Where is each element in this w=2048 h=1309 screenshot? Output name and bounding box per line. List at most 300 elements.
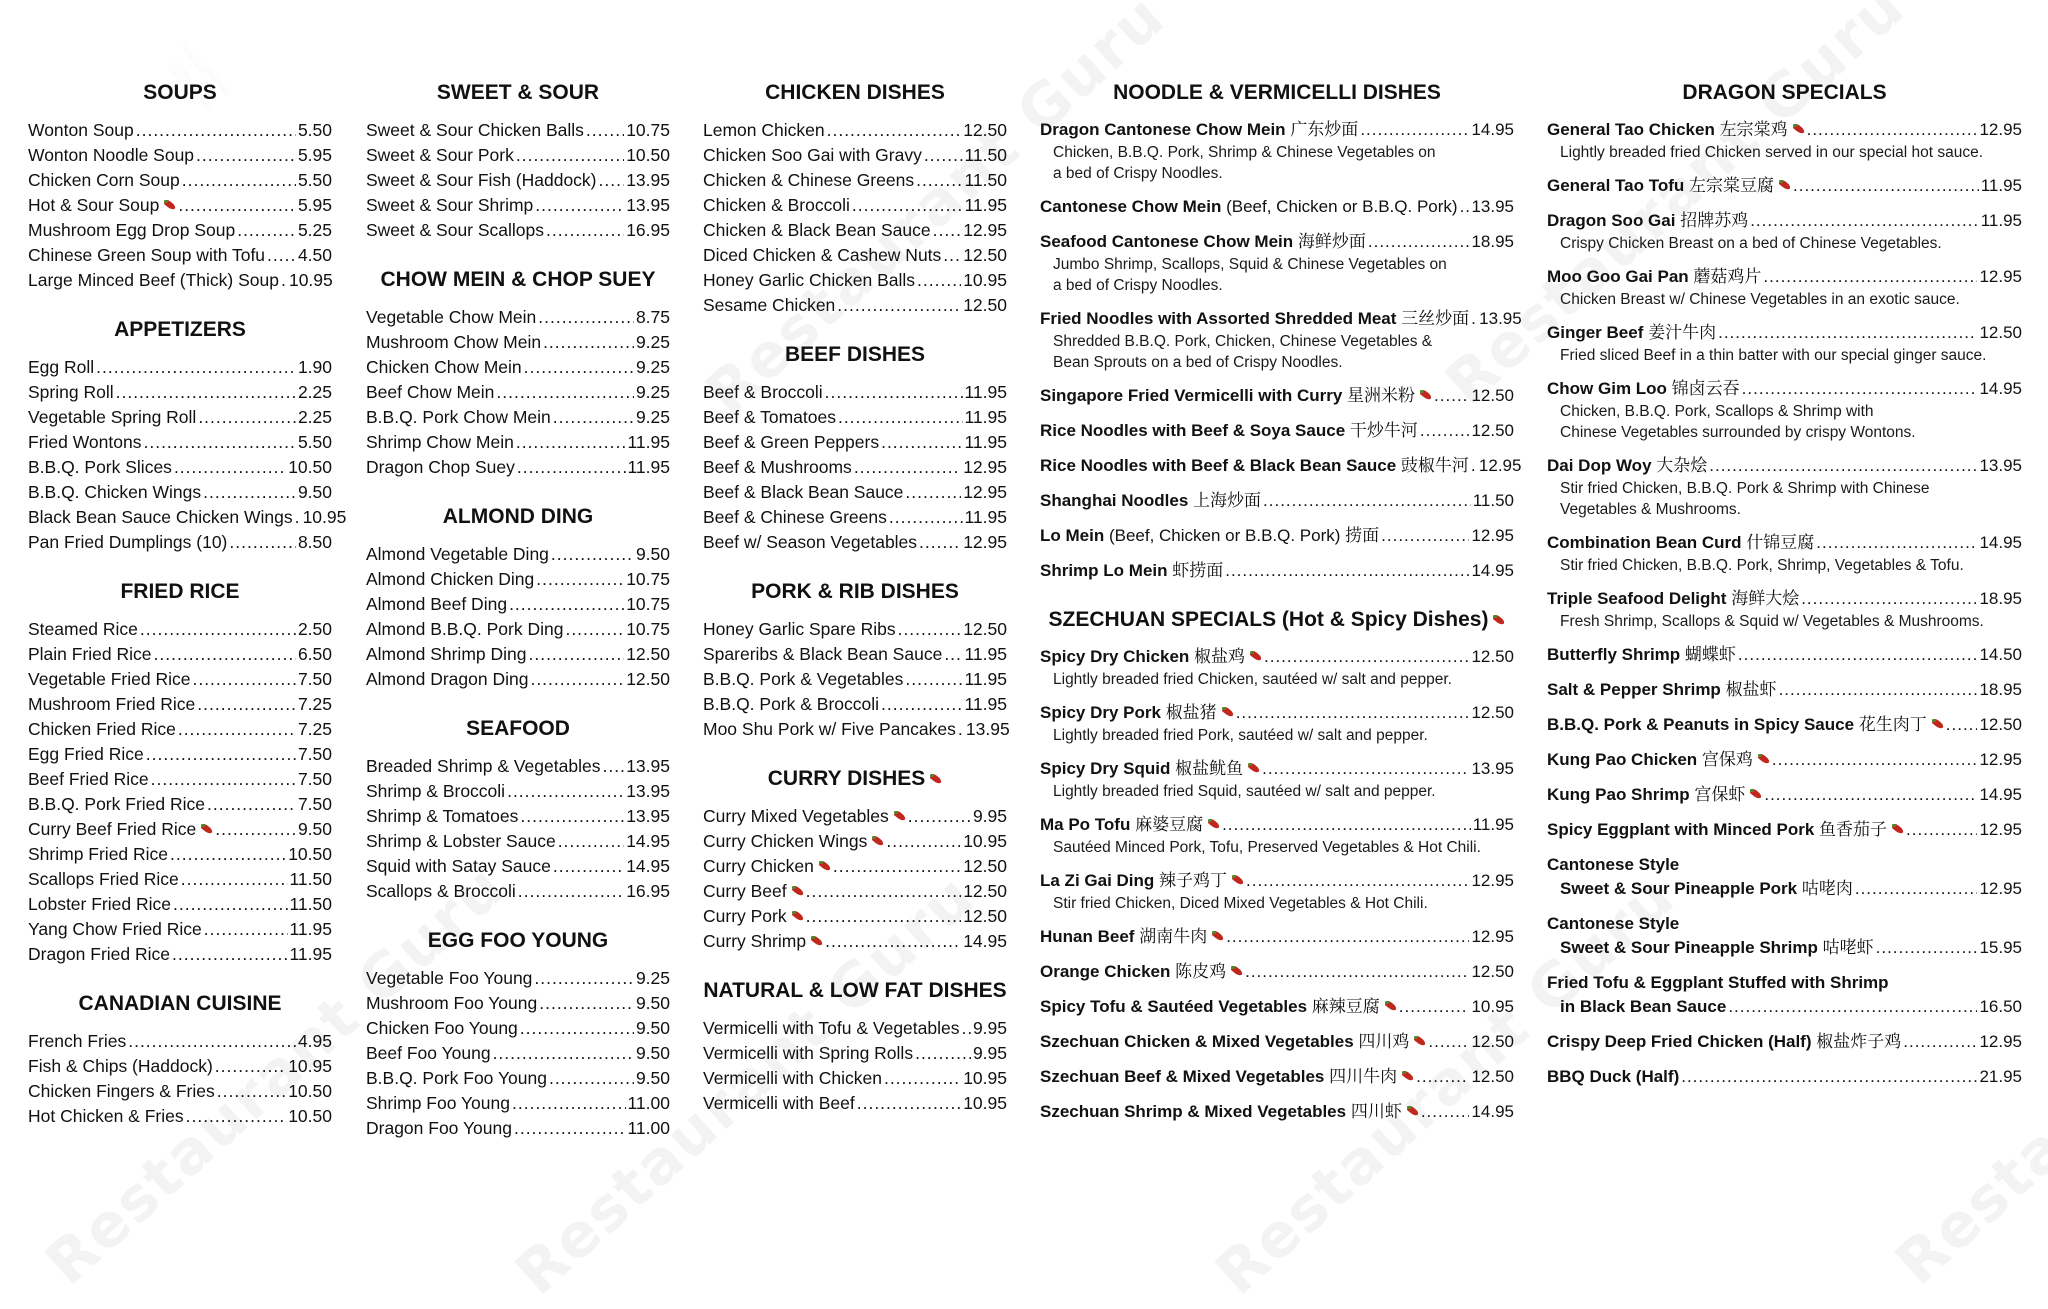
menu-item-title: Spicy Tofu & Sautéed Vegetables bbox=[1040, 997, 1308, 1016]
menu-item-row bbox=[1547, 748, 2022, 772]
menu-item bbox=[703, 1066, 1007, 1091]
menu-column-1 bbox=[28, 78, 347, 1129]
section-title: SWEET & SOUR bbox=[436, 81, 600, 104]
menu-item-row bbox=[703, 854, 1007, 879]
menu-item-title: Hot & Sour Soup bbox=[28, 195, 160, 215]
menu-item-chinese-name: 豉椒牛河 bbox=[1400, 456, 1469, 475]
menu-item-row bbox=[28, 193, 332, 218]
menu-item-title: Sweet & Sour Pineapple Pork bbox=[1560, 879, 1798, 898]
menu-item-name bbox=[28, 355, 94, 380]
menu-item bbox=[28, 642, 332, 667]
menu-item-price: 11.00 bbox=[627, 1118, 670, 1138]
menu-item-name bbox=[366, 143, 514, 168]
menu-item-price: 11.50 bbox=[289, 869, 332, 889]
menu-item-title: Shrimp Foo Young bbox=[366, 1093, 510, 1113]
menu-item-description: Bean Sprouts on a bed of Crispy Noodles. bbox=[1053, 354, 1343, 371]
menu-item-price: 14.95 bbox=[963, 931, 1007, 951]
menu-item-price: 12.50 bbox=[1471, 703, 1514, 722]
menu-item-row bbox=[703, 268, 1007, 293]
menu-item-name bbox=[366, 218, 544, 243]
menu-item-title: Dragon Fried Rice bbox=[28, 944, 170, 964]
menu-item-price: 14.95 bbox=[1979, 379, 2022, 398]
menu-item-title: Almond Chicken Ding bbox=[366, 569, 535, 589]
menu-item-name bbox=[1040, 195, 1458, 219]
menu-item-title: Hunan Beef bbox=[1040, 927, 1135, 946]
menu-item-row bbox=[1547, 377, 2022, 401]
menu-item bbox=[366, 355, 670, 380]
menu-item-row bbox=[366, 1016, 670, 1041]
menu-item-price: 13.95 bbox=[1471, 197, 1514, 216]
menu-item bbox=[1547, 818, 2022, 842]
menu-item-row bbox=[1040, 489, 1514, 513]
menu-item bbox=[703, 143, 1007, 168]
menu-item-name bbox=[28, 430, 141, 455]
menu-item-title: Lo Mein bbox=[1040, 526, 1105, 545]
menu-item-name bbox=[1547, 118, 1805, 142]
menu-item-chinese-name: 咕咾肉 bbox=[1801, 879, 1853, 898]
menu-item-price: 12.50 bbox=[1979, 715, 2022, 734]
menu-item-name bbox=[1040, 118, 1358, 142]
menu-item-description: Lightly breaded fried Chicken, sautéed w/ salt and pepper. bbox=[1053, 671, 1452, 688]
menu-item-price: 4.95 bbox=[297, 1031, 332, 1051]
menu-item bbox=[1547, 748, 2022, 772]
menu-item-row bbox=[1040, 1100, 1514, 1124]
leader-dots bbox=[958, 717, 964, 742]
menu-item-title: Sesame Chicken bbox=[703, 295, 836, 315]
menu-item-price: 2.25 bbox=[297, 382, 332, 402]
menu-item-name bbox=[703, 118, 825, 143]
menu-item-price: 11.95 bbox=[964, 407, 1007, 427]
menu-item-name bbox=[28, 642, 152, 667]
menu-item-price: 10.95 bbox=[288, 270, 333, 290]
menu-item-name bbox=[28, 1104, 184, 1129]
menu-item-name bbox=[1040, 645, 1262, 669]
menu-item-price: 14.95 bbox=[626, 831, 670, 851]
leader-dots bbox=[1738, 643, 1978, 667]
menu-item-row bbox=[366, 542, 670, 567]
menu-item-row bbox=[28, 118, 332, 143]
chili-pepper-icon bbox=[1757, 753, 1770, 766]
leader-dots bbox=[553, 405, 634, 430]
menu-item-name bbox=[366, 405, 551, 430]
menu-item-price: 12.50 bbox=[963, 120, 1007, 140]
menu-item-row bbox=[703, 480, 1007, 505]
leader-dots bbox=[1772, 748, 1978, 772]
leader-dots bbox=[178, 717, 296, 742]
menu-item-row bbox=[366, 966, 670, 991]
menu-item-title: Dragon Cantonese Chow Mein bbox=[1040, 120, 1286, 139]
menu-item-price: 14.95 bbox=[1471, 120, 1514, 139]
menu-item-title: Chicken Soo Gai with Gravy bbox=[703, 145, 922, 165]
leader-dots bbox=[186, 1104, 287, 1129]
menu-item bbox=[1040, 524, 1514, 548]
menu-item-row bbox=[28, 355, 332, 380]
chili-pepper-icon bbox=[1230, 965, 1243, 978]
menu-item-name bbox=[366, 1091, 510, 1116]
menu-item-title: Spicy Dry Squid bbox=[1040, 759, 1171, 778]
menu-item-title: Vegetable Chow Mein bbox=[366, 307, 537, 327]
leader-dots bbox=[1903, 1030, 1977, 1054]
menu-item bbox=[28, 380, 332, 405]
menu-item-name bbox=[703, 1016, 959, 1041]
menu-item-row bbox=[1040, 118, 1514, 142]
chili-pepper-icon bbox=[1749, 788, 1762, 801]
menu-item-price: 10.50 bbox=[288, 457, 332, 477]
menu-item-description: Vegetables & Mushrooms. bbox=[1560, 501, 1741, 518]
menu-item-title: Vegetable Fried Rice bbox=[28, 669, 191, 689]
menu-item-row bbox=[1547, 454, 2022, 478]
menu-item-price: 12.50 bbox=[963, 881, 1007, 901]
section-heading bbox=[28, 78, 332, 108]
leader-dots bbox=[1718, 321, 1977, 345]
section-title: CHICKEN DISHES bbox=[765, 81, 945, 104]
leader-dots bbox=[203, 480, 296, 505]
menu-item-row bbox=[28, 1029, 332, 1054]
menu-item-name bbox=[28, 243, 265, 268]
menu-item bbox=[366, 118, 670, 143]
menu-item-name bbox=[28, 742, 144, 767]
menu-item-price: 5.95 bbox=[297, 195, 332, 215]
menu-item-price: 14.50 bbox=[1979, 645, 2022, 664]
menu-item bbox=[28, 667, 332, 692]
menu-item-price: 11.50 bbox=[964, 170, 1007, 190]
section-heading bbox=[703, 577, 1007, 607]
menu-item-description: Lightly breaded fried Chicken served in our special hot sauce. bbox=[1560, 144, 1984, 161]
menu-item-description: Stir fried Chicken, B.B.Q. Pork & Shrimp with Chinese bbox=[1560, 480, 1930, 497]
chili-pepper-icon bbox=[810, 935, 823, 948]
menu-item-title: Curry Shrimp bbox=[703, 931, 807, 951]
menu-item-title: Shrimp & Broccoli bbox=[366, 781, 506, 801]
menu-item-row bbox=[28, 742, 332, 767]
menu-item-name bbox=[1040, 869, 1244, 893]
menu-item-row bbox=[366, 118, 670, 143]
menu-item-name bbox=[703, 692, 879, 717]
menu-item-row bbox=[366, 829, 670, 854]
leader-dots bbox=[917, 268, 961, 293]
menu-item-title: Sweet & Sour Pork bbox=[366, 145, 514, 165]
menu-item-row bbox=[28, 243, 332, 268]
menu-item-name bbox=[703, 405, 836, 430]
menu-item-price: 11.00 bbox=[627, 1093, 670, 1113]
menu-item bbox=[1547, 587, 2022, 632]
menu-item bbox=[1040, 195, 1514, 219]
menu-item-chinese-name: 左宗棠鸡 bbox=[1719, 120, 1788, 139]
menu-item bbox=[28, 742, 332, 767]
menu-item-title: Mushroom Fried Rice bbox=[28, 694, 196, 714]
menu-item-title: Lobster Fried Rice bbox=[28, 894, 171, 914]
menu-item-name bbox=[1547, 877, 1853, 901]
menu-item-chinese-name: 左宗棠豆腐 bbox=[1689, 176, 1775, 195]
leader-dots bbox=[881, 430, 962, 455]
menu-item-name bbox=[366, 380, 494, 405]
menu-item-title: Szechuan Beef & Mixed Vegetables bbox=[1040, 1067, 1325, 1086]
menu-item-name bbox=[703, 268, 915, 293]
menu-item bbox=[1547, 209, 2022, 254]
menu-item bbox=[28, 942, 332, 967]
menu-item bbox=[28, 842, 332, 867]
leader-dots bbox=[197, 692, 296, 717]
menu-item-price: 13.95 bbox=[626, 756, 670, 776]
menu-item-price: 9.50 bbox=[635, 1068, 670, 1088]
menu-item-price: 10.95 bbox=[1471, 997, 1514, 1016]
menu-item-row bbox=[1040, 307, 1522, 331]
menu-item-chinese-name: 星洲米粉 bbox=[1347, 386, 1416, 405]
leader-dots bbox=[128, 1029, 296, 1054]
section-title: NOODLE & VERMICELLI DISHES bbox=[1113, 81, 1441, 104]
menu-item bbox=[703, 293, 1007, 318]
menu-item-price: 11.95 bbox=[964, 644, 1007, 664]
menu-item-title: Moo Shu Pork w/ Five Pancakes bbox=[703, 719, 956, 739]
menu-item-title: Fried Wontons bbox=[28, 432, 142, 452]
leader-dots bbox=[517, 455, 626, 480]
menu-item bbox=[366, 567, 670, 592]
menu-item-row bbox=[703, 530, 1007, 555]
chili-pepper-icon bbox=[791, 885, 804, 898]
menu-item-name bbox=[703, 455, 852, 480]
menu-item bbox=[366, 779, 670, 804]
menu-item-row bbox=[28, 617, 332, 642]
menu-item-name: Cantonese Style bbox=[1547, 855, 1680, 874]
leader-dots bbox=[1750, 209, 1979, 233]
menu-item-title: Orange Chicken bbox=[1040, 962, 1171, 981]
leader-dots bbox=[1471, 454, 1477, 478]
menu-item bbox=[1040, 454, 1522, 478]
menu-item-row bbox=[366, 667, 670, 692]
menu-item-chinese-name: 宫保虾 bbox=[1694, 785, 1746, 804]
menu-item-row bbox=[1547, 118, 2022, 142]
menu-item bbox=[1040, 230, 1514, 296]
menu-item-name bbox=[1040, 419, 1418, 443]
section-title: EGG FOO YOUNG bbox=[427, 929, 609, 952]
menu-item-row bbox=[366, 218, 670, 243]
menu-item-row bbox=[28, 917, 332, 942]
menu-item-row bbox=[1040, 1065, 1514, 1089]
menu-item-price: 12.50 bbox=[1471, 386, 1514, 405]
section-title: BEEF DISHES bbox=[784, 343, 926, 366]
menu-item-title: Beef Chow Mein bbox=[366, 382, 495, 402]
section-heading bbox=[366, 265, 670, 295]
menu-item-chinese-name: 广东炒面 bbox=[1290, 120, 1359, 139]
menu-item-title: B.B.Q. Pork Chow Mein bbox=[366, 407, 551, 427]
menu-item-price: 7.50 bbox=[297, 794, 332, 814]
menu-item-title: Curry Beef Fried Rice bbox=[28, 819, 197, 839]
menu-item-title: Sweet & Sour Shrimp bbox=[366, 195, 534, 215]
menu-item bbox=[703, 268, 1007, 293]
menu-item-title: Egg Fried Rice bbox=[28, 744, 144, 764]
menu-item-title: Combination Bean Curd bbox=[1547, 533, 1742, 552]
menu-item bbox=[366, 143, 670, 168]
leader-dots bbox=[496, 380, 634, 405]
menu-item bbox=[1547, 678, 2022, 702]
menu-item-title: Honey Garlic Chicken Balls bbox=[703, 270, 916, 290]
menu-item-row bbox=[28, 817, 332, 842]
leader-dots bbox=[536, 567, 624, 592]
menu-item-name bbox=[1040, 757, 1260, 781]
menu-item-price: 18.95 bbox=[1979, 589, 2022, 608]
menu-item-price: 7.25 bbox=[297, 694, 332, 714]
menu-item-row bbox=[703, 243, 1007, 268]
leader-dots bbox=[1471, 307, 1477, 331]
menu-item-chinese-name: 虾捞面 bbox=[1172, 561, 1224, 580]
menu-item-price: 11.95 bbox=[627, 432, 670, 452]
leader-dots bbox=[1225, 559, 1469, 583]
menu-item-title: Beef w/ Season Vegetables bbox=[703, 532, 918, 552]
menu-item-name bbox=[366, 355, 522, 380]
menu-item-name bbox=[703, 218, 931, 243]
menu-item-name bbox=[28, 193, 176, 218]
chili-pepper-icon bbox=[1384, 1000, 1397, 1013]
menu-item-name bbox=[1547, 377, 1740, 401]
menu-section bbox=[366, 78, 670, 243]
menu-item-price: 9.25 bbox=[635, 332, 670, 352]
menu-section bbox=[1040, 78, 1522, 583]
section-title: APPETIZERS bbox=[114, 318, 246, 341]
leader-dots bbox=[267, 243, 296, 268]
leader-dots bbox=[551, 542, 634, 567]
menu-item bbox=[703, 193, 1007, 218]
menu-item-row bbox=[1547, 643, 2022, 667]
menu-item bbox=[28, 717, 332, 742]
leader-dots bbox=[493, 1041, 634, 1066]
menu-item bbox=[1040, 869, 1514, 914]
menu-item-price: 12.50 bbox=[963, 856, 1007, 876]
menu-section bbox=[366, 714, 670, 904]
menu-item-name bbox=[366, 1116, 512, 1141]
menu-item-title: in Black Bean Sauce bbox=[1560, 997, 1727, 1016]
menu-item-price: 16.95 bbox=[626, 881, 670, 901]
menu-section bbox=[28, 577, 332, 967]
menu-item bbox=[366, 330, 670, 355]
menu-item-title: Beef & Broccoli bbox=[703, 382, 823, 402]
menu-item-price: 11.95 bbox=[964, 669, 1007, 689]
menu-item-description: Chicken, B.B.Q. Pork, Scallops & Shrimp with bbox=[1560, 403, 1874, 420]
leader-dots bbox=[509, 592, 624, 617]
menu-item-title: Moo Goo Gai Pan bbox=[1547, 267, 1689, 286]
menu-item-title: Mushroom Egg Drop Soup bbox=[28, 220, 236, 240]
menu-item-title: Sweet & Sour Scallops bbox=[366, 220, 545, 240]
leader-dots bbox=[204, 917, 288, 942]
menu-item bbox=[28, 1104, 332, 1129]
menu-item-price: 12.95 bbox=[1478, 456, 1522, 475]
menu-item-title: Dai Dop Woy bbox=[1547, 456, 1652, 475]
menu-section bbox=[703, 577, 1010, 742]
menu-item bbox=[703, 829, 1007, 854]
menu-item-title: Chicken Fingers & Fries bbox=[28, 1081, 215, 1101]
leader-dots bbox=[1421, 1100, 1470, 1124]
menu-item-name bbox=[28, 380, 114, 405]
menu-item-row bbox=[28, 892, 332, 917]
menu-item bbox=[28, 143, 332, 168]
menu-item-name bbox=[1040, 960, 1243, 984]
chili-pepper-icon bbox=[1406, 1105, 1419, 1118]
menu-item-name bbox=[28, 817, 213, 842]
menu-item-name bbox=[28, 917, 202, 942]
menu-item-name bbox=[703, 829, 884, 854]
menu-section bbox=[28, 989, 332, 1129]
menu-item-name bbox=[703, 642, 942, 667]
menu-section bbox=[1547, 78, 2022, 1089]
menu-item bbox=[28, 892, 332, 917]
menu-item-row bbox=[1547, 1065, 2022, 1089]
menu-item-chinese-name: 咕咾虾 bbox=[1822, 938, 1874, 957]
menu-item-price: 10.95 bbox=[963, 1068, 1007, 1088]
leader-dots bbox=[1368, 230, 1470, 254]
menu-item-row bbox=[1040, 701, 1514, 725]
leader-dots bbox=[1226, 925, 1469, 949]
menu-item bbox=[366, 854, 670, 879]
menu-item-title: Beef & Tomatoes bbox=[703, 407, 836, 427]
menu-item-title: Vermicelli with Spring Rolls bbox=[703, 1043, 914, 1063]
menu-item bbox=[1040, 1065, 1514, 1089]
menu-item-price: 9.25 bbox=[635, 407, 670, 427]
menu-item-title: Ma Po Tofu bbox=[1040, 815, 1131, 834]
menu-item-description: Sautéed Minced Pork, Tofu, Preserved Vegetables & Hot Chili. bbox=[1053, 839, 1481, 856]
menu-item-title: Hot Chicken & Fries bbox=[28, 1106, 184, 1126]
menu-item-name bbox=[1040, 307, 1469, 331]
menu-item-price: 12.50 bbox=[963, 295, 1007, 315]
menu-item-price: 12.95 bbox=[1979, 267, 2022, 286]
menu-item-title: Diced Chicken & Cashew Nuts bbox=[703, 245, 942, 265]
menu-section bbox=[703, 78, 1007, 318]
menu-item bbox=[366, 1016, 670, 1041]
menu-item-price: 9.95 bbox=[972, 806, 1007, 826]
menu-item bbox=[703, 480, 1007, 505]
menu-item-price: 12.95 bbox=[1979, 820, 2022, 839]
menu-item-price: 10.75 bbox=[626, 619, 670, 639]
menu-item-title: Beef & Green Peppers bbox=[703, 432, 880, 452]
menu-item bbox=[366, 1041, 670, 1066]
menu-item-row bbox=[28, 867, 332, 892]
menu-item-name bbox=[1547, 209, 1748, 233]
menu-item-price: 12.95 bbox=[963, 457, 1007, 477]
menu-item-description: Jumbo Shrimp, Scallops, Squid & Chinese Vegetables on bbox=[1053, 256, 1447, 273]
menu-item-chinese-name: 椒盐虾 bbox=[1725, 680, 1777, 699]
menu-item-row bbox=[703, 904, 1007, 929]
menu-item-name bbox=[703, 717, 956, 742]
menu-item-title: Dragon Chop Suey bbox=[366, 457, 515, 477]
menu-item bbox=[1547, 713, 2022, 737]
menu-item-title: Large Minced Beef (Thick) Soup bbox=[28, 270, 279, 290]
menu-item-price: 12.50 bbox=[1471, 647, 1514, 666]
menu-item-row bbox=[703, 380, 1007, 405]
menu-item-name bbox=[703, 804, 906, 829]
menu-item-chinese-name: 大杂烩 bbox=[1656, 456, 1708, 475]
menu-section bbox=[366, 265, 670, 480]
menu-item-row bbox=[28, 1104, 332, 1129]
menu-item-title: Singapore Fried Vermicelli with Curry bbox=[1040, 386, 1343, 405]
menu-item-title: BBQ Duck (Half) bbox=[1547, 1067, 1680, 1086]
menu-item-row bbox=[28, 405, 332, 430]
menu-item bbox=[1547, 454, 2022, 520]
menu-item bbox=[366, 1066, 670, 1091]
menu-item-price: 9.50 bbox=[635, 993, 670, 1013]
leader-dots bbox=[1399, 995, 1470, 1019]
menu-item-row bbox=[703, 193, 1007, 218]
menu-item bbox=[1040, 757, 1514, 802]
menu-item-name bbox=[28, 455, 172, 480]
menu-item-row bbox=[703, 879, 1007, 904]
menu-item-chinese-name: 姜汁牛肉 bbox=[1648, 323, 1717, 342]
leader-dots bbox=[1681, 1065, 1977, 1089]
menu-item-name bbox=[703, 617, 896, 642]
menu-item bbox=[28, 118, 332, 143]
leader-dots bbox=[838, 405, 963, 430]
menu-item-row bbox=[366, 405, 670, 430]
menu-item bbox=[366, 1116, 670, 1141]
leader-dots bbox=[852, 193, 963, 218]
menu-item-row bbox=[703, 929, 1007, 954]
menu-item-description: a bed of Crispy Noodles. bbox=[1053, 277, 1223, 294]
